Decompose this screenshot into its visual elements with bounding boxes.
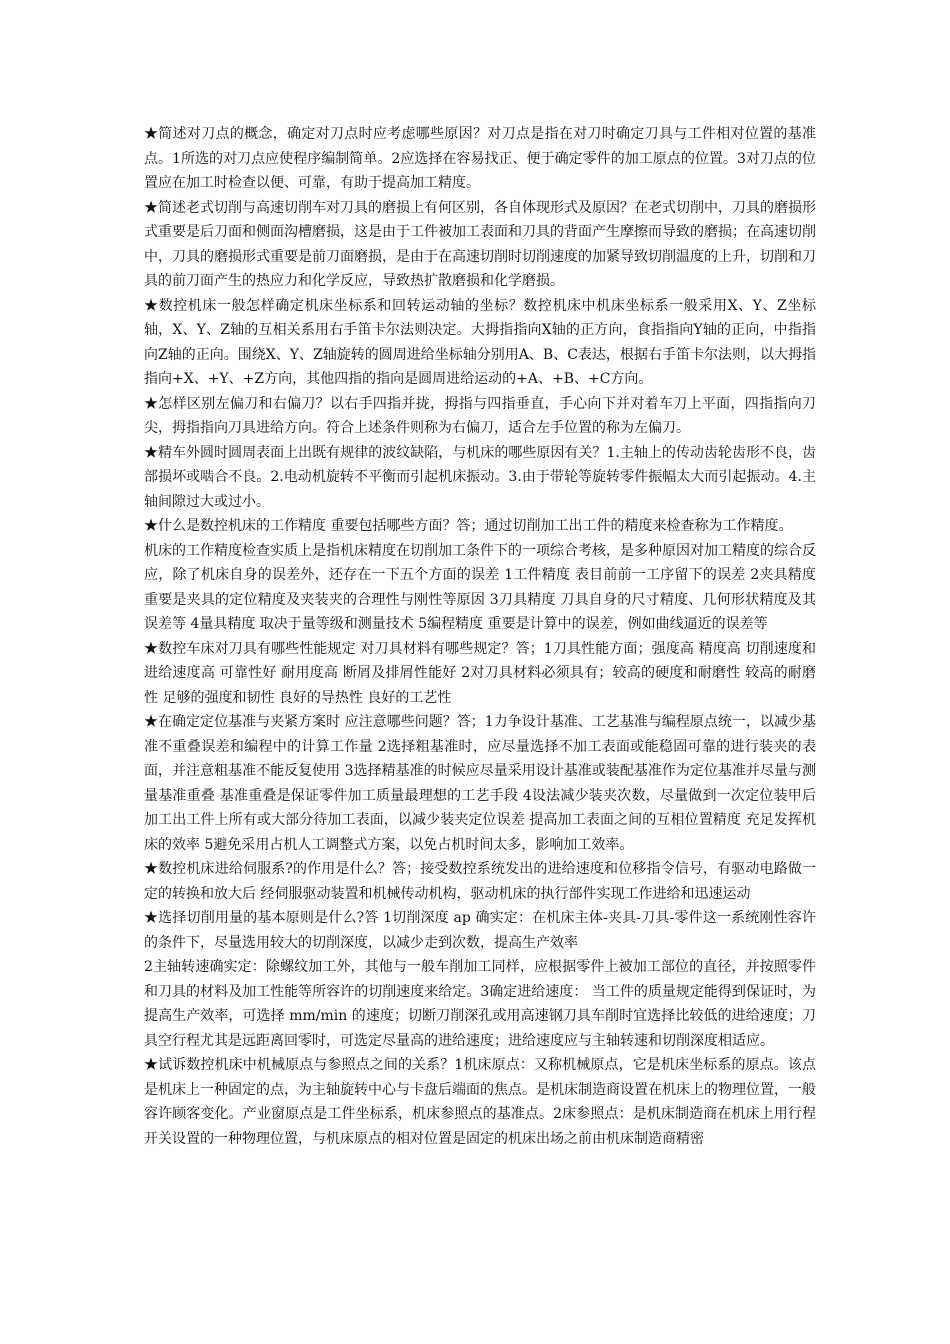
paragraph-tool-wear: ★简述老式切削与高速切削车对刀具的磨损上有何区别，各自体现形式及原因？在老式切削中，刀具的磨损形式重要是后刀面和侧面沟槽磨损，这是由于工件被加工表面和刀具的背面产生摩擦而导致的磨损；在高速切削中，刀具的磨损形式重要是前刀面磨损，是由于在高速切削时切削速度的加紧导致切削温度的上升，切削和刀具的前刀面产生的热应力和化学反应，导致热扩散磨损和化学磨损。 <box>144 199 816 289</box>
paragraph-working-accuracy-question: ★什么是数控机床的工作精度 重要包括哪些方面？答；通过切削加工出工件的精度来检查称为工作精度。 <box>144 518 793 534</box>
paragraph-servo-system: ★数控机床进给伺服系?的作用是什么？答；接受数控系统发出的进给速度和位移指令信号，有驱动电路做一定的转换和放大后 经伺服驱动装置和机械传动机构，驱动机床的执行部件实现工作进给和迅速运动 <box>144 861 816 902</box>
paragraph-machine-coordinates: ★数控机床一般怎样确定机床坐标系和回转运动轴的坐标？数控机床中机床坐标系一般采用X、Y、Z坐标轴，X、Y、Z轴的互相关系用右手笛卡尔法则决定。大拇指指向X轴的正方向，食指指向Y轴的正向，中指指向Z轴的正向。围绕X、Y、Z轴旋转的圆周进给坐标轴分别用A、B、C表达，根据右手笛卡尔法则，以大拇指指向+X、+Y、+Z方向，其他四指的指向是圆周进给运动的+A、+B、+C方向。 <box>144 297 816 387</box>
paragraph-origin-reference: ★试诉数控机床中机械原点与参照点之间的关系？1机床原点：又称机械原点，它是机床坐标系的原点。该点是机床上一种固定的点，为主轴旋转中心与卡盘后端面的焦点。是机床制造商设置在机床上的物理位置，一般容许顾客变化。产业窗原点是工件坐标系，机床参照点的基准点。2床参照点：是机床制造商在机床上用行程开关设置的一种物理位置，与机床原点的相对位置是固定的机床出场之前由机床制造商精密 <box>144 1057 816 1147</box>
paragraph-spindle-feed: 2主轴转速确实定：除螺纹加工外，其他与一般车削加工同样，应根据零件上被加工部位的直径，并按照零件和刀具的材料及加工性能等所容许的切削速度来给定。3确定进给速度： 当工件的质量规定能得到保证时，为提高生产效率，可选择 mm/min 的速度；切断刀削深孔或用高速钢刀具车削时宜选择比较低的进给速度；刀具空行程尤其是远距离回零时，可选定尽量高的进给速度；进给速度应与主轴转速和切削深度相适应。 <box>144 959 816 1049</box>
paragraph-left-right-tool: ★怎样区别左偏刀和右偏刀？以右手四指并拢，拇指与四指垂直，手心向下并对着车刀上平面，四指指向刀尖，拇指指向刀具进给方向。符合上述条件则称为右偏刀，适合左手位置的称为左偏刀。 <box>144 395 816 436</box>
paragraph-cutting-parameters: ★选择切削用量的基本原则是什么?答 1切削深度 ap 确实定：在机床主体-夹具-刀具-零件这一系统刚性容许的条件下，尽量选用较大的切削深度，以减少走到次数，提高生产效率 <box>144 910 816 951</box>
paragraph-surface-ripple: ★精车外圆时圆周表面上出既有规律的波纹缺陷，与机床的哪些原因有关？1.主轴上的传动齿轮齿形不良，齿部损坏或啮合不良。2.电动机旋转不平衡而引起机床振动。3.由于带轮等旋转零件振幅太大而引起振动。4.主轴间隙过大或过小。 <box>144 444 816 510</box>
document-body <box>144 122 816 1151</box>
paragraph-working-accuracy-detail: 机床的工作精度检查实质上是指机床精度在切削加工条件下的一项综合考核，是多种原因对加工精度的综合反应，除了机床自身的误差外，还存在一下五个方面的误差 1工件精度 表目前前一工序留下的误差 2夹具精度 重要是夹具的定位精度及夹装夹的合理性与刚性等原因 3刀具精度 刀具自身的尺寸精度、几何形状精度及其误差等 4量具精度 取决于量等级和测量技术 5编程精度 重要是计算中的误差，例如曲线逼近的误差等 <box>144 542 816 632</box>
paragraph-tool-setting-point: ★简述对刀点的概念，确定对刀点时应考虑哪些原因？对刀点是指在对刀时确定刀具与工件相对位置的基准点。1所选的对刀点应使程序编制简单。2应选择在容易找正、便于确定零件的加工原点的位置。3对刀点的位置应在加工时检查以便、可靠，有助于提高加工精度。 <box>144 126 816 191</box>
paragraph-tool-performance: ★数控车床对刀具有哪些性能规定 对刀具材料有哪些规定？答；1刀具性能方面；强度高 精度高 切削速度和进给速度高 可靠性好 耐用度高 断屑及排屑性能好 2对刀具材料必须具有；较高的硬度和耐磨性 较高的耐磨性 足够的强度和韧性 良好的导热性 良好的工艺性 <box>144 640 816 706</box>
paragraph-datum-clamping: ★在确定定位基准与夹紧方案时 应注意哪些问题？答；1力争设计基准、工艺基准与编程原点统一，以减少基准不重叠误差和编程中的计算工作量 2选择粗基准时，应尽量选择不加工表面或能稳固可靠的进行装夹的表面，并注意粗基准不能反复使用 3选择精基准的时候应尽量采用设计基准或装配基准作为定位基准并尽量与测量基准重叠 基准重叠是保证零件加工质量最理想的工艺手段 4设法减少装夹次数，尽量做到一次定位装甲后加工出工件上所有或大部分待加工表面，以减少装夹定位误差 提高加工表面之间的互相位置精度 充足发挥机床的效率 5避免采用占机人工调整式方案，以免占机时间太多，影响加工效率。 <box>144 714 816 853</box>
